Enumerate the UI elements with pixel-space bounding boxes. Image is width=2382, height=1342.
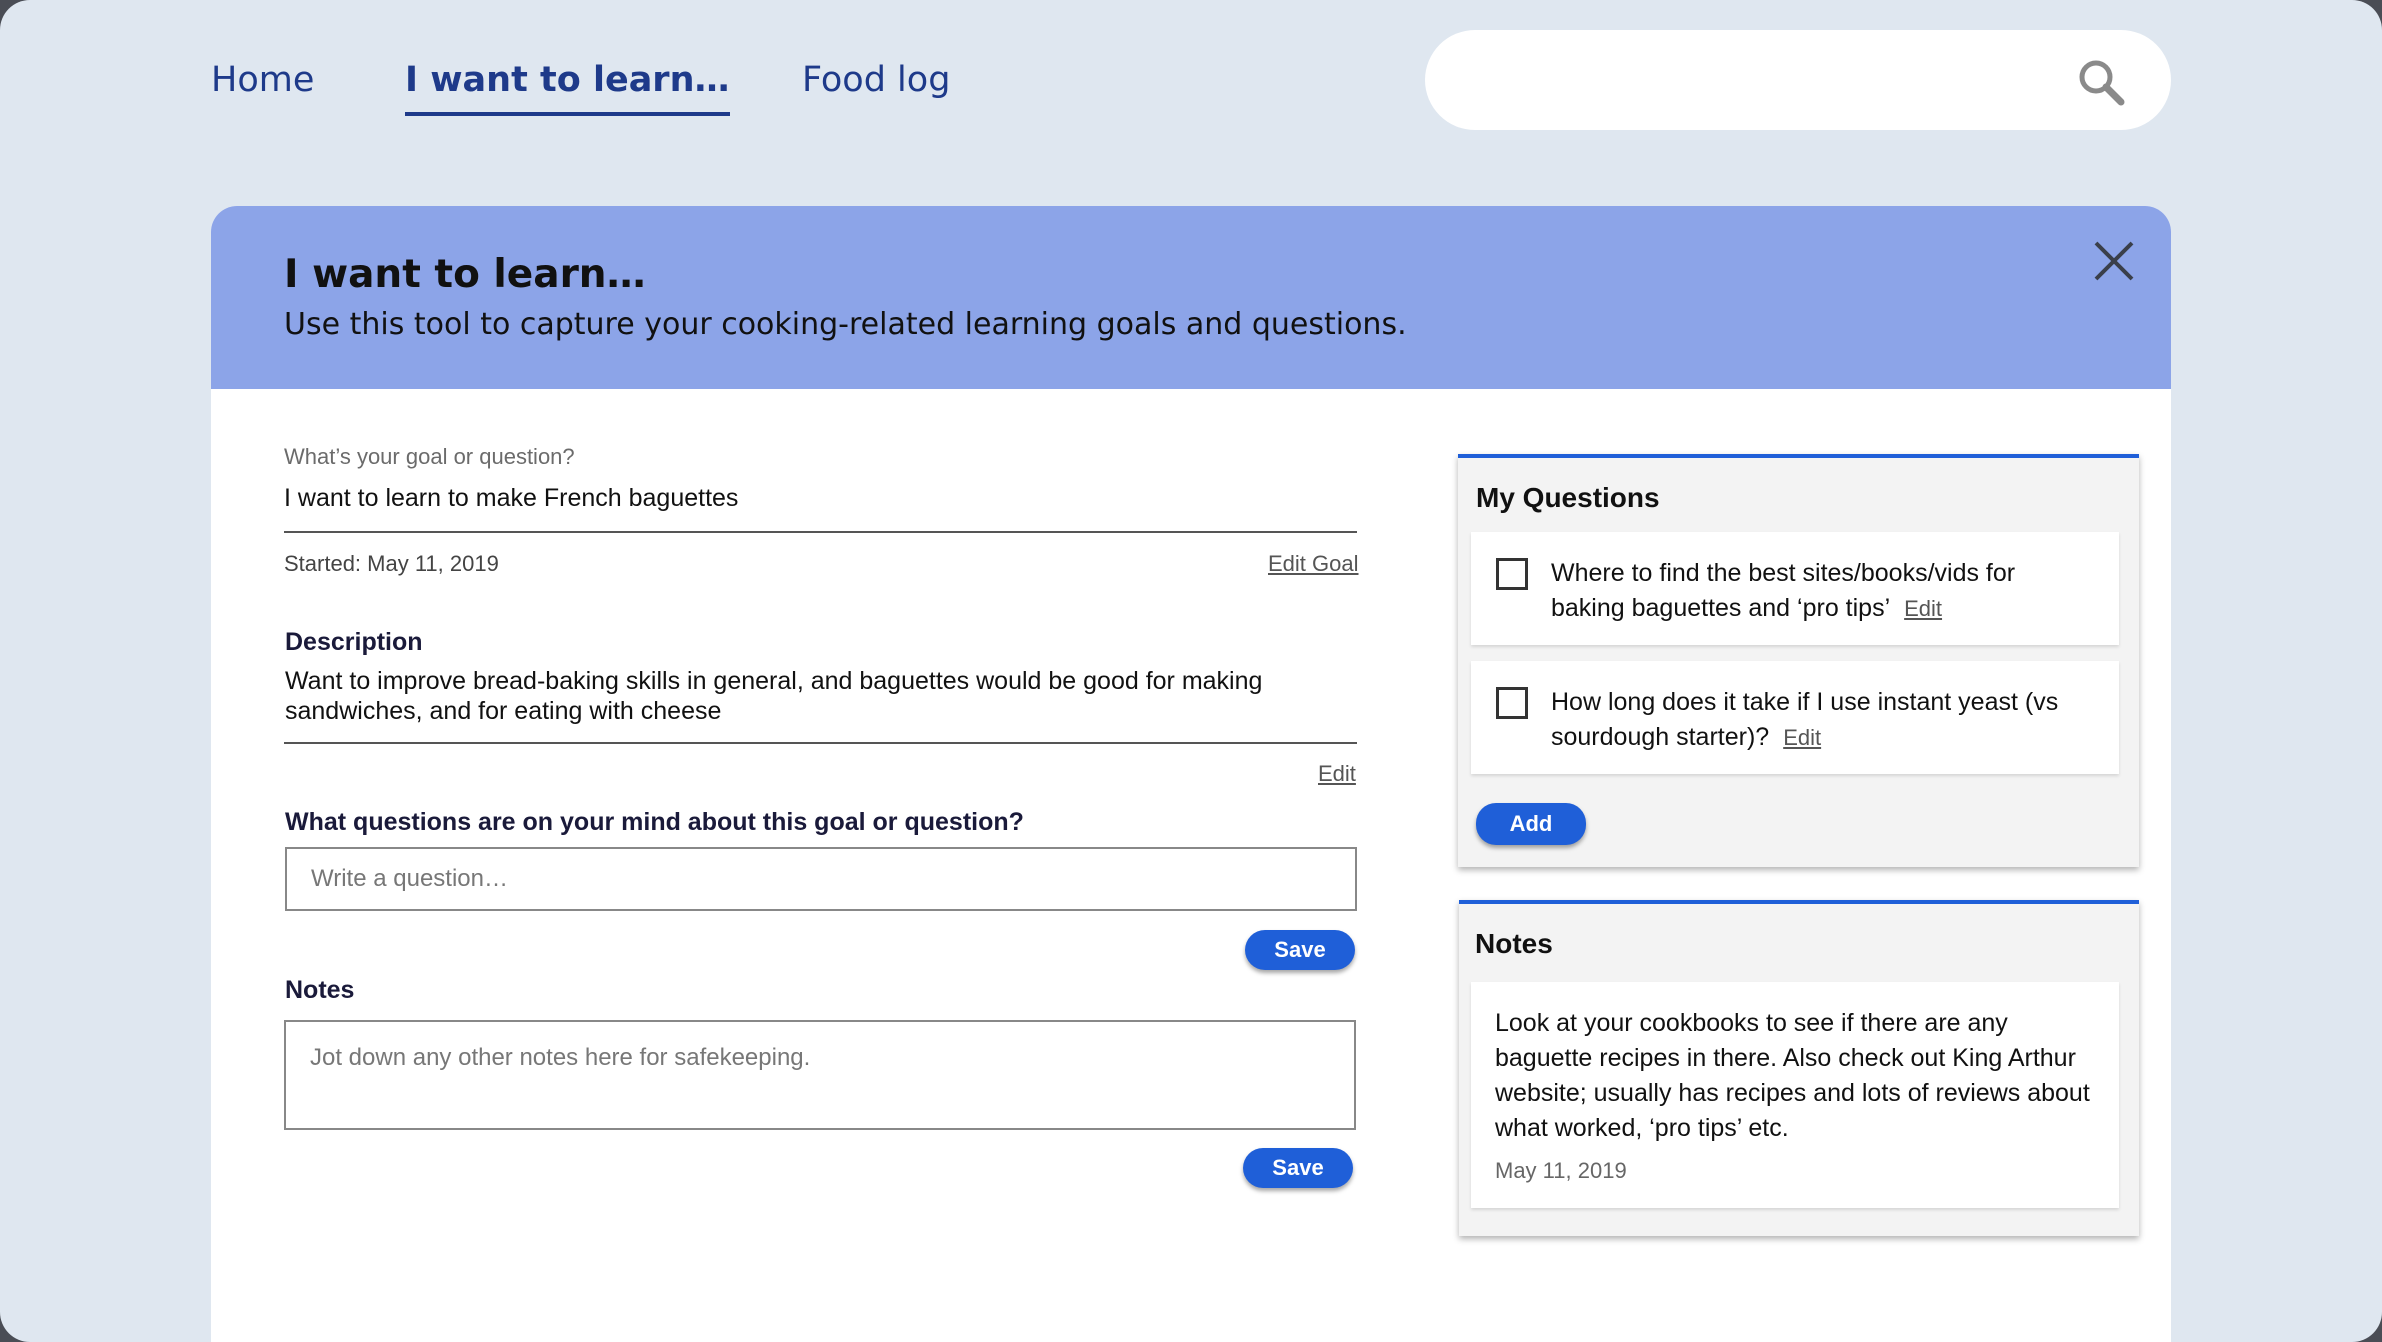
card-title: I want to learn… — [284, 252, 646, 297]
my-questions-title: My Questions — [1476, 482, 1660, 513]
nav-i-want-to-learn[interactable]: I want to learn… — [405, 52, 730, 108]
edit-question-link[interactable]: Edit — [1904, 596, 1943, 621]
note-item — [1471, 982, 2119, 1208]
learn-card — [211, 206, 2171, 1342]
description-label: Description — [285, 628, 423, 656]
search-input[interactable] — [1465, 50, 2069, 112]
goal-started-date: Started: May 11, 2019 — [284, 551, 499, 576]
my-questions-panel — [1458, 454, 2139, 867]
search-icon[interactable] — [2075, 56, 2127, 108]
question-text: How long does it take if I use instant yeast (vs sourdough starter)? — [1551, 688, 2059, 751]
description-divider — [284, 742, 1357, 744]
save-notes-button[interactable]: Save — [1243, 1148, 1353, 1188]
nav-food-log[interactable]: Food log — [802, 60, 951, 100]
question-text-wrap — [1551, 556, 2091, 626]
goal-divider — [284, 531, 1357, 533]
notes-input[interactable] — [284, 1020, 1356, 1130]
description-text: Want to improve bread-baking skills in general, and baguettes would be good for making sandwiches, and for eating with cheese — [285, 667, 1263, 725]
card-banner — [211, 206, 2171, 389]
search-bar — [1425, 30, 2171, 130]
question-checkbox[interactable] — [1496, 687, 1528, 719]
note-text: Look at your cookbooks to see if there are any baguette recipes in there. Also check out King Arthur website; usually has recipes and lots of reviews about what worked, ‘pro tips’ etc. — [1495, 1009, 2090, 1142]
question-checkbox[interactable] — [1496, 558, 1528, 590]
goal-value: I want to learn to make French baguettes — [284, 484, 739, 512]
notes-panel — [1459, 900, 2139, 1236]
goal-label: What’s your goal or question? — [284, 444, 575, 469]
question-item — [1471, 661, 2119, 774]
add-question-button[interactable]: Add — [1476, 803, 1586, 845]
question-form-label: What questions are on your mind about this goal or question? — [285, 808, 1024, 836]
edit-question-link[interactable]: Edit — [1783, 725, 1822, 750]
note-date: May 11, 2019 — [1495, 1158, 1627, 1183]
card-subtitle: Use this tool to capture your cooking-related learning goals and questions. — [284, 307, 1407, 342]
edit-description-link[interactable]: Edit — [1318, 761, 1356, 786]
edit-goal-link[interactable]: Edit Goal — [1268, 551, 1359, 576]
notes-form-label: Notes — [285, 976, 355, 1004]
question-text: Where to find the best sites/books/vids for baking baguettes and ‘pro tips’ — [1551, 559, 2016, 622]
close-icon[interactable] — [2093, 240, 2135, 282]
save-question-button[interactable]: Save — [1245, 930, 1355, 970]
question-input[interactable] — [285, 847, 1357, 911]
notes-panel-title: Notes — [1475, 928, 1553, 959]
question-item — [1471, 532, 2119, 645]
nav-home[interactable]: Home — [211, 60, 315, 100]
question-text-wrap — [1551, 685, 2091, 755]
